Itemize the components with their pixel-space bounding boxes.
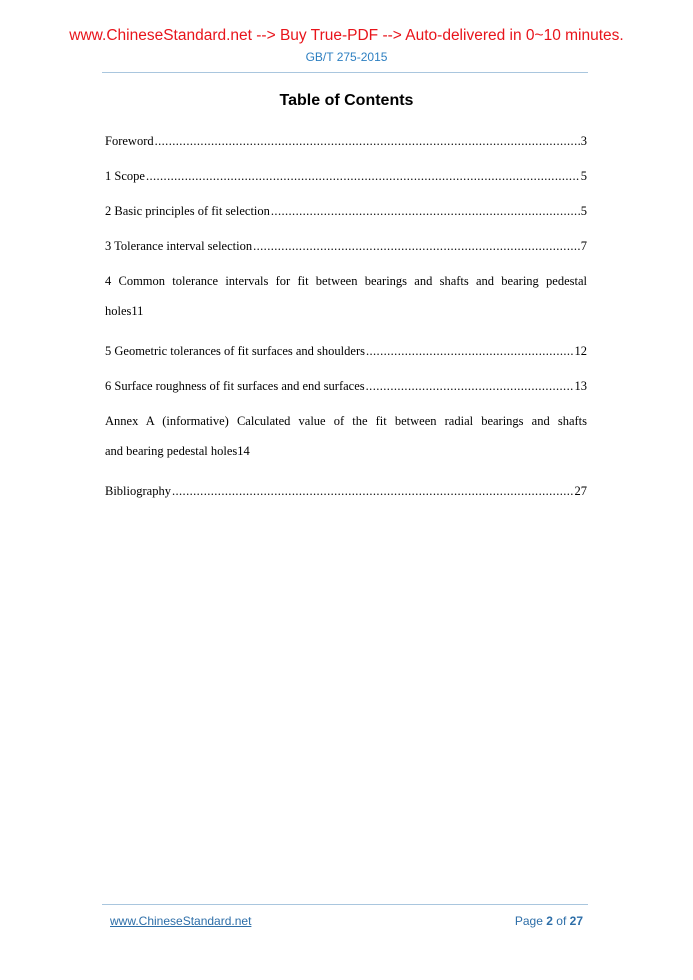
standard-code: GB/T 275-2015 [305,50,388,64]
page-indicator [515,914,583,928]
toc-entry-title: 6 Surface roughness of fit surfaces and end surfaces [105,379,365,393]
toc-entry-page: 27 [574,484,587,498]
toc-leader-dots [155,129,580,153]
toc-entry-common-tolerance[interactable] [105,269,587,339]
toc-entry-page: 3 [580,134,587,148]
toc-entry-title: 2 Basic principles of fit selection [105,204,270,218]
toc-entry-foreword[interactable] [105,129,587,164]
toc-entry-bibliography[interactable] [105,479,587,514]
toc-entry-page: 5 [580,204,587,218]
toc-leader-dots [253,234,580,258]
toc-entry-page: 12 [574,344,587,358]
toc-entry-title-line1: Annex A (informative) Calculated value of the fit between radial bearings and shafts [105,414,587,428]
page-label: Page [514,914,543,928]
toc-entry-annex-a[interactable] [105,409,587,479]
toc-entry-page: 14 [237,444,250,458]
toc-entry-page: 11 [131,304,144,318]
toc-leader-dots [146,164,580,188]
page-total: 27 [569,914,583,928]
toc-entry-scope[interactable] [105,164,587,199]
toc-entry-page: 7 [580,239,587,253]
toc-entry-tolerance-interval[interactable] [105,234,587,269]
toc-leader-dots [366,339,574,363]
toc-entry-title: 1 Scope [105,169,145,183]
toc-entry-title: 5 Geometric tolerances of fit surfaces and shoulders [105,344,365,358]
promo-banner[interactable]: www.ChineseStandard.net --> Buy True-PDF --> Auto-delivered in 0~10 minutes. [69,27,624,44]
toc-entry-title: Foreword [105,134,154,148]
toc-entry-title-line2: and bearing pedestal holes [105,444,238,458]
toc-entry-title-line1: 4 Common tolerance intervals for fit between bearings and shafts and bearing pedestal [105,274,587,288]
toc-leader-dots [366,374,574,398]
footer-website-link[interactable]: www.ChineseStandard.net [110,914,252,928]
toc-entry-title: 3 Tolerance interval selection [105,239,253,253]
table-of-contents [105,129,587,514]
toc-title: Table of Contents [279,92,414,109]
toc-entry-title: Bibliography [105,484,171,498]
toc-entry-basic-principles[interactable] [105,199,587,234]
toc-entry-page: 5 [580,169,587,183]
page-current: 2 [546,914,553,928]
header-divider [102,72,588,73]
toc-leader-dots [271,199,580,223]
toc-entry-surface-roughness[interactable] [105,374,587,409]
footer-divider [102,904,588,905]
page-of: of [556,914,567,928]
toc-leader-dots [172,479,574,503]
toc-entry-geometric-tolerances[interactable] [105,339,587,374]
toc-entry-title-line2: holes [105,304,132,318]
toc-entry-page: 13 [574,379,587,393]
